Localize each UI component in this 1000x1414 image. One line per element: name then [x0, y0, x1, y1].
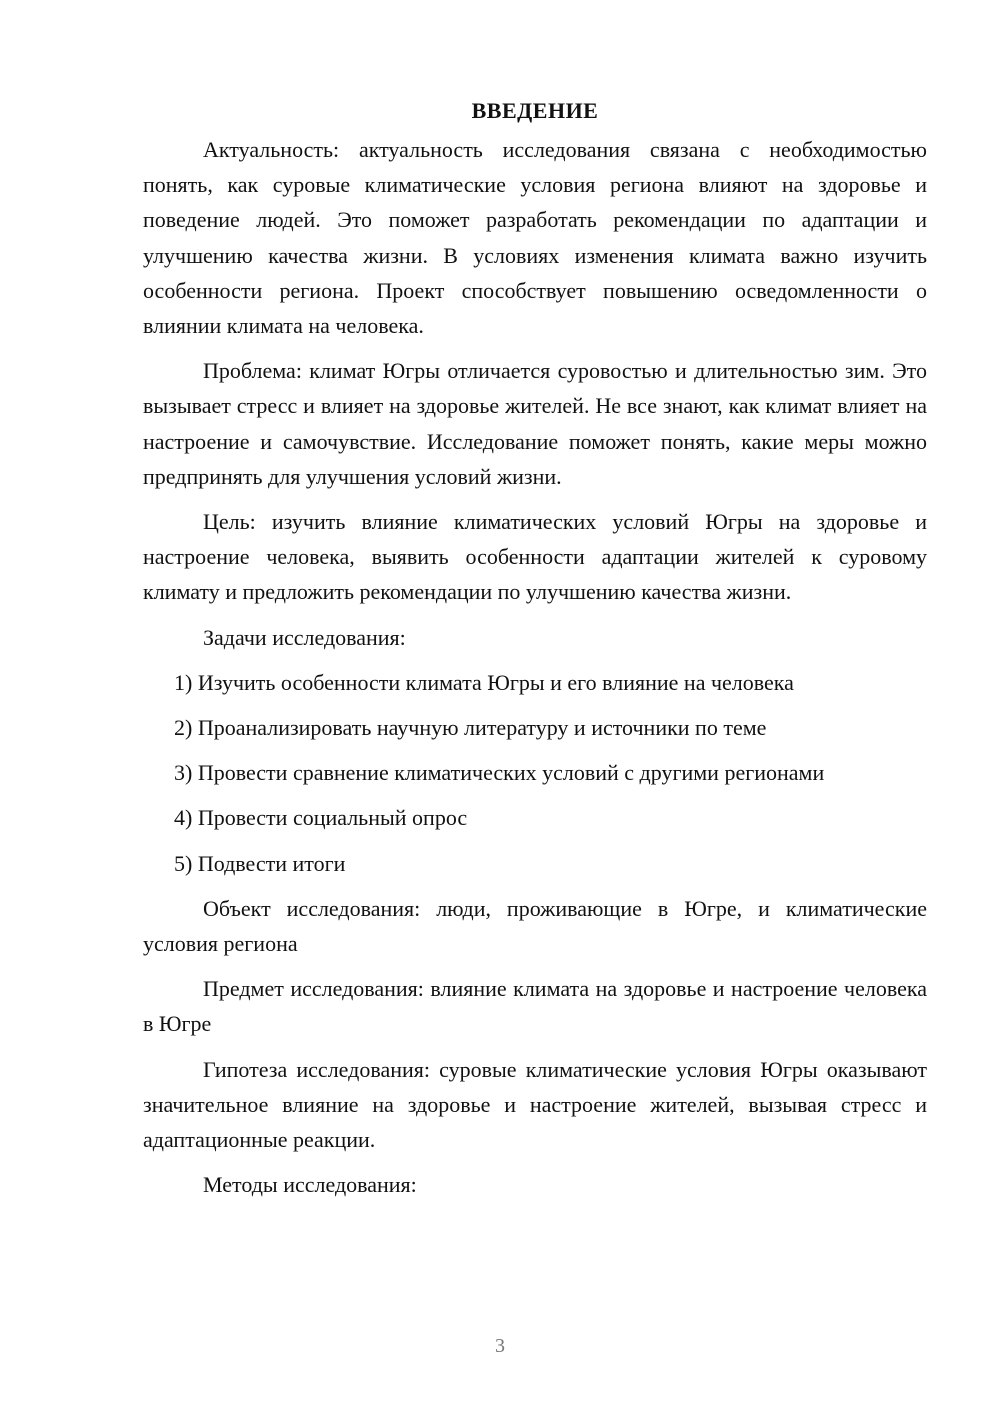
subject-paragraph: Предмет исследования: влияние климата на здоровье и настроение человека в Югре [143, 976, 927, 1037]
page-title: ВВЕДЕНИЕ [471, 98, 599, 123]
object-paragraph: Объект исследования: люди, проживающие в Югре, и климатические условия региона [143, 895, 927, 957]
tasks-heading: Задачи исследования: [203, 624, 406, 650]
list-item: 5) Подвести итоги [174, 850, 346, 876]
goal-paragraph: Цель: изучить влияние климатических условий Югры на здоровье и настроение человека, выявить особенности адаптации жителей к суровому климату и предложить рекомендации по улучшению качества жизни. [143, 509, 927, 605]
list-item: 1) Изучить особенности климата Югры и его влияние на человека [174, 669, 794, 695]
page-number: 3 [495, 1335, 505, 1357]
page-body [143, 96, 927, 1212]
relevance-paragraph: Актуальность: актуальность исследования связана с необходимостью понять, как суровые климатические условия региона влияют на здоровье и поведение людей. Это поможет разработать рекомендации по адаптации и улучшению качества жизни. В условиях изменения климата важно изучить особенности региона. Проект способствует повышению осведомленности о влиянии климата на человека. [143, 137, 927, 339]
tasks-list [143, 665, 927, 881]
problem-paragraph: Проблема: климат Югры отличается суровостью и длительностью зим. Это вызывает стресс и влияет на здоровье жителей. Не все знают, как климат влияет на настроение и самочувствие. Исследование поможет понять, какие меры можно предпринять для улучшения условий жизни. [143, 358, 927, 489]
methods-heading: Методы исследования: [203, 1172, 417, 1198]
hypothesis-paragraph: Гипотеза исследования: суровые климатические условия Югры оказывают значительное влияние на здоровье и настроение жителей, вызывая стресс и адаптационные реакции. [143, 1056, 927, 1153]
list-item: 3) Провести сравнение климатических условий с другими регионами [174, 760, 825, 786]
list-item: 4) Провести социальный опрос [174, 805, 468, 831]
list-item: 2) Проанализировать научную литературу и источники по теме [174, 715, 767, 741]
